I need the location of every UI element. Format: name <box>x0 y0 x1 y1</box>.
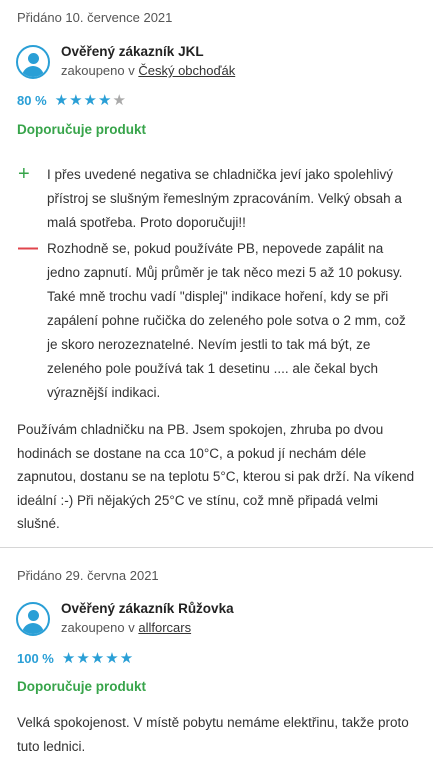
star-icon: ★ <box>90 650 105 667</box>
star-icon: ★ <box>61 650 76 667</box>
star-icon: ★ <box>119 650 134 667</box>
star-icon: ★ <box>69 92 83 109</box>
pro-item <box>18 163 418 235</box>
shop-link[interactable]: allforcars <box>138 620 192 635</box>
purchase-info <box>61 618 234 637</box>
star-icon: ★ <box>83 92 97 109</box>
con-item <box>18 237 418 405</box>
rating-percent: 100 % <box>17 651 54 666</box>
con-text: Rozhodně se, pokud používáte PB, nepovede zapálit na jedno zapnutí. Můj průměr je tak něco mezi 5 až 10 pokusy. Také mně trochu vadí "displej" indikace hoření, kdy se při zapálení pohne ručička do zeleného pole sotva o 2 mm, což je skoro nerozeznatelné. Nevím jestli to tak má být, ze zeleného pole používá tak 1 desetinu .... ale čekal bych výraznější indikaci. <box>47 241 406 400</box>
star-icon: ★ <box>112 92 126 109</box>
user-avatar-icon <box>16 602 50 636</box>
rating <box>17 93 127 108</box>
pros-cons-list <box>18 163 418 405</box>
review-author <box>16 602 234 637</box>
review-comment: Používám chladničku na PB. Jsem spokojen, zhruba po dvou hodinách se dostane na cca 10°C, a pokud jí nechám déle zapnutou, dostanu se na teplotu 5°C, kterou si pak drží. Na víkend ideální :-) Při nějakých 25°C ve stínu, což mně připadá velmi slušné. <box>17 422 415 531</box>
shop-link[interactable]: Český obchoďák <box>138 63 236 78</box>
rating-stars <box>62 651 134 666</box>
purchase-prefix: zakoupeno v <box>61 620 139 635</box>
rating-stars <box>55 93 127 108</box>
user-avatar-icon <box>16 45 50 79</box>
recommend-label: Doporučuje produkt <box>17 122 146 137</box>
review-comment: Velká spokojenost. V místě pobytu nemáme elektřinu, takže proto tuto lednici. <box>17 715 409 754</box>
purchase-info <box>61 61 235 80</box>
pro-text: I přes uvedené negativa se chladnička jeví jako spolehlivý přístroj se slušným řemeslným zpracováním. Velký obsah a malá spotřeba. Proto doporučuji!! <box>47 167 402 230</box>
review-card <box>0 548 433 761</box>
purchase-prefix: zakoupeno v <box>61 63 139 78</box>
author-name: Ověřený zákazník JKL <box>61 44 204 59</box>
star-icon: ★ <box>98 92 112 109</box>
star-icon: ★ <box>54 92 69 109</box>
star-icon: ★ <box>105 650 119 667</box>
minus-icon: — <box>18 237 38 259</box>
review-date: Přidáno 10. července 2021 <box>17 10 173 25</box>
author-name: Ověřený zákazník Růžovka <box>61 601 234 616</box>
rating-percent: 80 % <box>17 93 47 108</box>
rating <box>17 651 134 666</box>
star-icon: ★ <box>76 650 90 667</box>
plus-icon: + <box>18 163 30 185</box>
review-date: Přidáno 29. června 2021 <box>17 568 159 583</box>
review-author <box>16 45 235 80</box>
recommend-label: Doporučuje produkt <box>17 679 146 694</box>
